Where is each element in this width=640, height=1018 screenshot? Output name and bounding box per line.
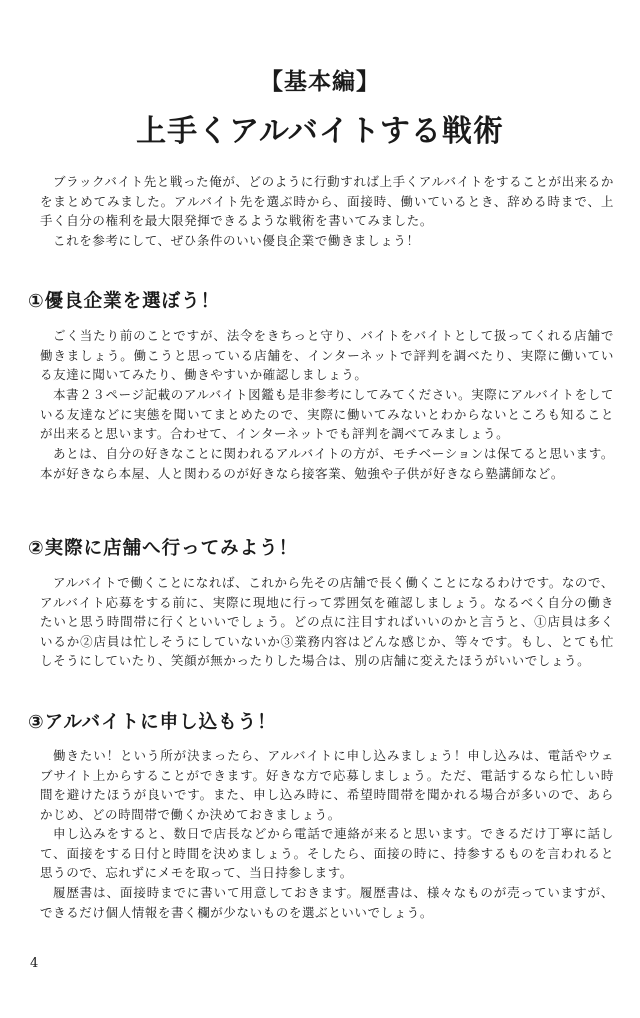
intro-paragraph: これを参考にして、ぜひ条件のいい優良企業で働きましょう！ <box>53 233 420 248</box>
page-number: 4 <box>30 956 39 971</box>
section-paragraph: あとは、自分の好きなことに関われるアルバイトの方が、モチベーションは保てると思います。本が好きなら本屋、人と関わるのが好きなら接客業、勉強や子供が好きなら塾講師など。 <box>40 446 614 481</box>
section-paragraph: 申し込みをすると、数日で店長などから電話で連絡が来ると思います。できるだけ丁寧に話して、面接をする日付と時間を決めましょう。そしたら、面接の時に、持参するものを言われると思うので、忘れずにメモを取って、当日持参します。 <box>40 826 614 881</box>
series-label: 【基本編】 <box>260 69 380 95</box>
page-title: 上手くアルバイトする戦術 <box>136 114 504 149</box>
section-paragraph: 働きたい！という所が決まったら、アルバイトに申し込みましょう！申し込みは、電話やウェブサイト上からすることができます。好きな方で応募しましょう。ただ、電話するなら忙しい時間を避けたほうが良いです。また、申し込み時に、希望時間帯を聞かれる場合が多いので、あらかじめ、どの時間帯で働くか決めておきましょう。 <box>40 748 614 822</box>
intro-paragraph: ブラックバイト先と戦った俺が、どのように行動すれば上手くアルバイトをすることが出来るかをまとめてみました。アルバイト先を選ぶ時から、面接時、働いているとき、辞める時まで、上手く自分の権利を最大限発揮できるような戦術を書いてみました。 <box>40 174 614 229</box>
section-paragraph: ごく当たり前のことですが、法令をきちっと守り、バイトをバイトとして扱ってくれる店舗で働きましょう。働こうと思っている店舗を、インターネットで評判を調べたり、実際に働いている友達に聞いてみたり、働きやすいか確認しましょう。 <box>40 328 614 383</box>
section-heading: ①優良企業を選ぼう！ <box>28 291 221 312</box>
section-heading: ②実際に店舗へ行ってみよう！ <box>28 538 299 559</box>
section-paragraph: 本書２３ページ記載のアルバイト図鑑も是非参考にしてみてください。実際にアルバイトをしている友達などに実態を聞いてまとめたので、実際に働いてみないとわからないところも知ることが出来ると思います。合わせて、インターネットでも評判を調べてみましょう。 <box>40 387 614 442</box>
section-paragraph: 履歴書は、面接時までに書いて用意しておきます。履歴書は、様々なものが売っていますが、できるだけ個人情報を書く欄が少ないものを選ぶといいでしょう。 <box>40 885 614 920</box>
section-paragraph: アルバイトで働くことになれば、これから先その店舗で長く働くことになるわけです。なので、アルバイト応募をする前に、実際に現地に行って雰囲気を確認しましょう。なるべく自分の働きたいと思う時間帯に行くといいでしょう。どの点に注目すればいいのかと言うと、①店員は多くいるか②店員は忙しそうにしていないか③業務内容はどんな感じか、等々です。もし、とても忙しそうにしていたり、笑顔が無かったりした場合は、別の店舗に変えたほうがいいでしょう。 <box>40 575 614 669</box>
section-heading: ③アルバイトに申し込もう！ <box>28 712 277 733</box>
